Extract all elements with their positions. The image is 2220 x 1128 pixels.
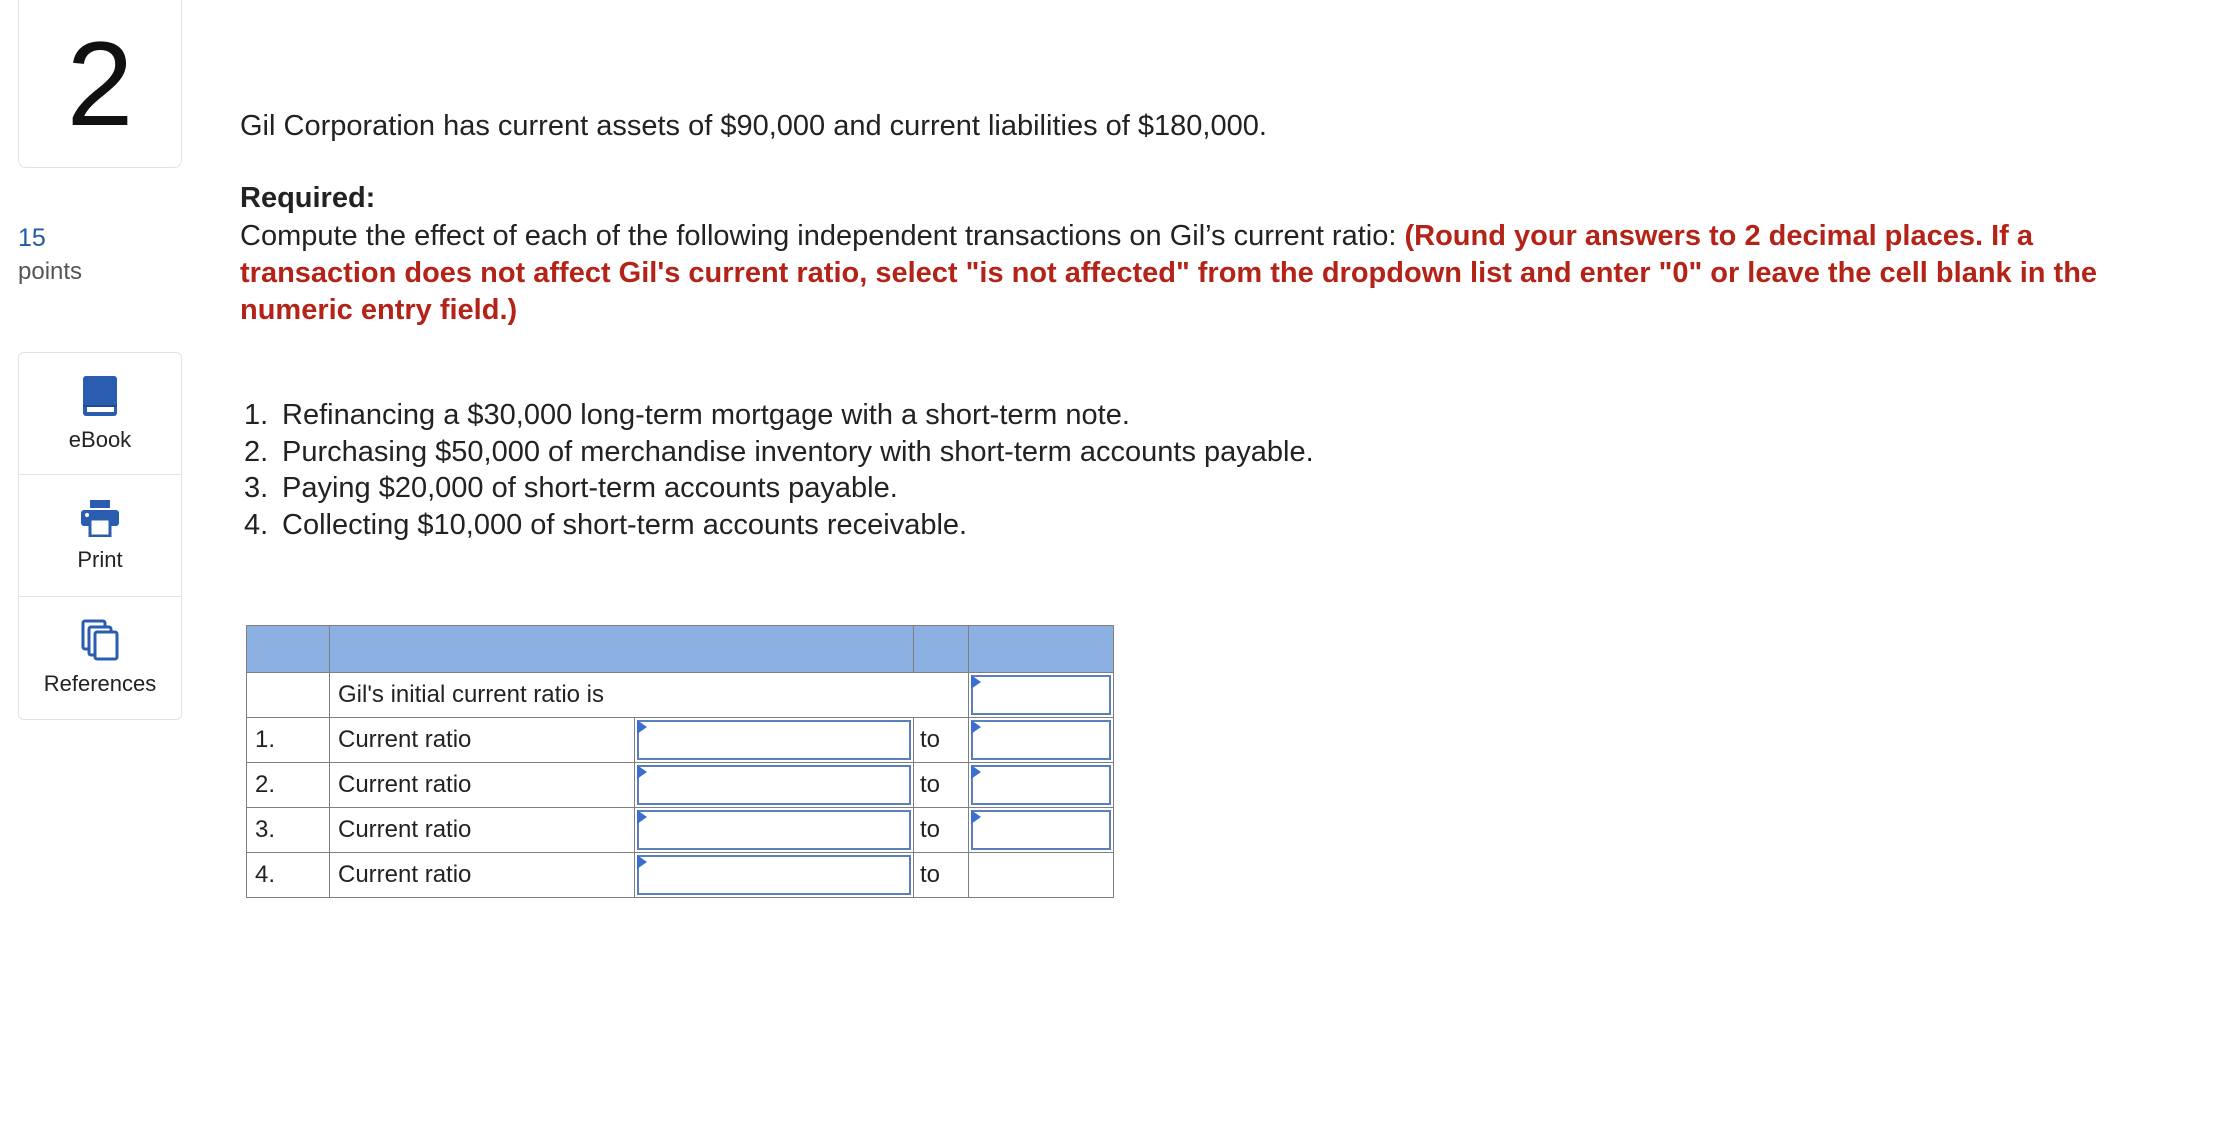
print-button[interactable] [19, 475, 181, 597]
row-number [247, 673, 330, 718]
ratio-cell-empty [969, 853, 1114, 898]
table-row [247, 808, 1114, 853]
list-item-text: Collecting $10,000 of short-term accounts receivable. [282, 508, 968, 541]
question-number: 2 [18, 0, 182, 168]
references-button[interactable] [19, 597, 181, 719]
dropdown-cell [635, 808, 914, 853]
header-cell [914, 626, 969, 673]
header-cell [969, 626, 1114, 673]
references-label: References [43, 671, 157, 696]
row-label: Current ratio [330, 853, 635, 898]
table-header-row [247, 626, 1114, 673]
list-item [240, 397, 1314, 434]
list-item-text: Purchasing $50,000 of merchandise inventory with short-term accounts payable. [282, 435, 1314, 468]
required-heading: Required: [240, 182, 376, 214]
table-row [247, 673, 1114, 718]
list-item-number: 3. [244, 472, 269, 504]
ratio-cell [969, 763, 1114, 808]
print-label: Print [77, 546, 123, 572]
initial-ratio-input[interactable] [971, 675, 1111, 715]
row-label: Current ratio [330, 808, 635, 853]
references-icon [81, 619, 119, 661]
effect-dropdown[interactable] [637, 720, 911, 760]
instruction-text: Compute the effect of each of the following independent transactions on Gil’s current ratio: [240, 220, 1405, 252]
effect-dropdown[interactable] [637, 855, 911, 895]
header-cell [247, 626, 330, 673]
initial-ratio-label: Gil's initial current ratio is [330, 673, 969, 718]
row-number: 1. [247, 718, 330, 763]
row-label: Current ratio [330, 718, 635, 763]
to-label: to [914, 853, 969, 898]
printer-icon [80, 499, 120, 537]
list-item-text: Paying $20,000 of short-term accounts payable. [282, 472, 898, 504]
ebook-label: eBook [68, 426, 132, 452]
points-label: points [18, 258, 83, 285]
to-label: to [914, 808, 969, 853]
dropdown-cell [635, 718, 914, 763]
ratio-cell [969, 718, 1114, 763]
dropdown-cell [635, 763, 914, 808]
list-item-number: 1. [244, 399, 269, 431]
ratio-input[interactable] [971, 765, 1111, 805]
list-item-number: 2. [244, 435, 269, 468]
row-number: 2. [247, 763, 330, 808]
ebook-button[interactable] [19, 353, 181, 475]
list-item-number: 4. [244, 508, 269, 541]
transaction-list [240, 397, 1314, 543]
initial-ratio-cell [969, 673, 1114, 718]
row-number: 4. [247, 853, 330, 898]
book-icon [82, 375, 118, 417]
header-cell [330, 626, 914, 673]
row-label: Current ratio [330, 763, 635, 808]
table-row [247, 718, 1114, 763]
list-item [240, 507, 1314, 544]
question-intro: Gil Corporation has current assets of $90,000 and current liabilities of $180,000. [240, 110, 1267, 142]
list-item [240, 470, 1314, 507]
ratio-cell [969, 808, 1114, 853]
ratio-input[interactable] [971, 810, 1111, 850]
effect-dropdown[interactable] [637, 810, 911, 850]
list-item [240, 434, 1314, 471]
dropdown-cell [635, 853, 914, 898]
tools-panel [18, 352, 182, 720]
effect-dropdown[interactable] [637, 765, 911, 805]
points-value: 15 [18, 224, 46, 252]
instructions [240, 218, 2140, 329]
ratio-input[interactable] [971, 720, 1111, 760]
row-number: 3. [247, 808, 330, 853]
list-item-text: Refinancing a $30,000 long-term mortgage with a short-term note. [282, 399, 1130, 431]
instruction-note: (Round your answers to 2 decimal places. If a transaction does not affect Gil's current ratio, select "is not affected" from the dropdown list and enter "0" or leave the cell blank in the numeric entry field.) [240, 220, 2098, 326]
answer-table [246, 625, 1114, 898]
table-row [247, 853, 1114, 898]
table-row [247, 763, 1114, 808]
to-label: to [914, 763, 969, 808]
to-label: to [914, 718, 969, 763]
